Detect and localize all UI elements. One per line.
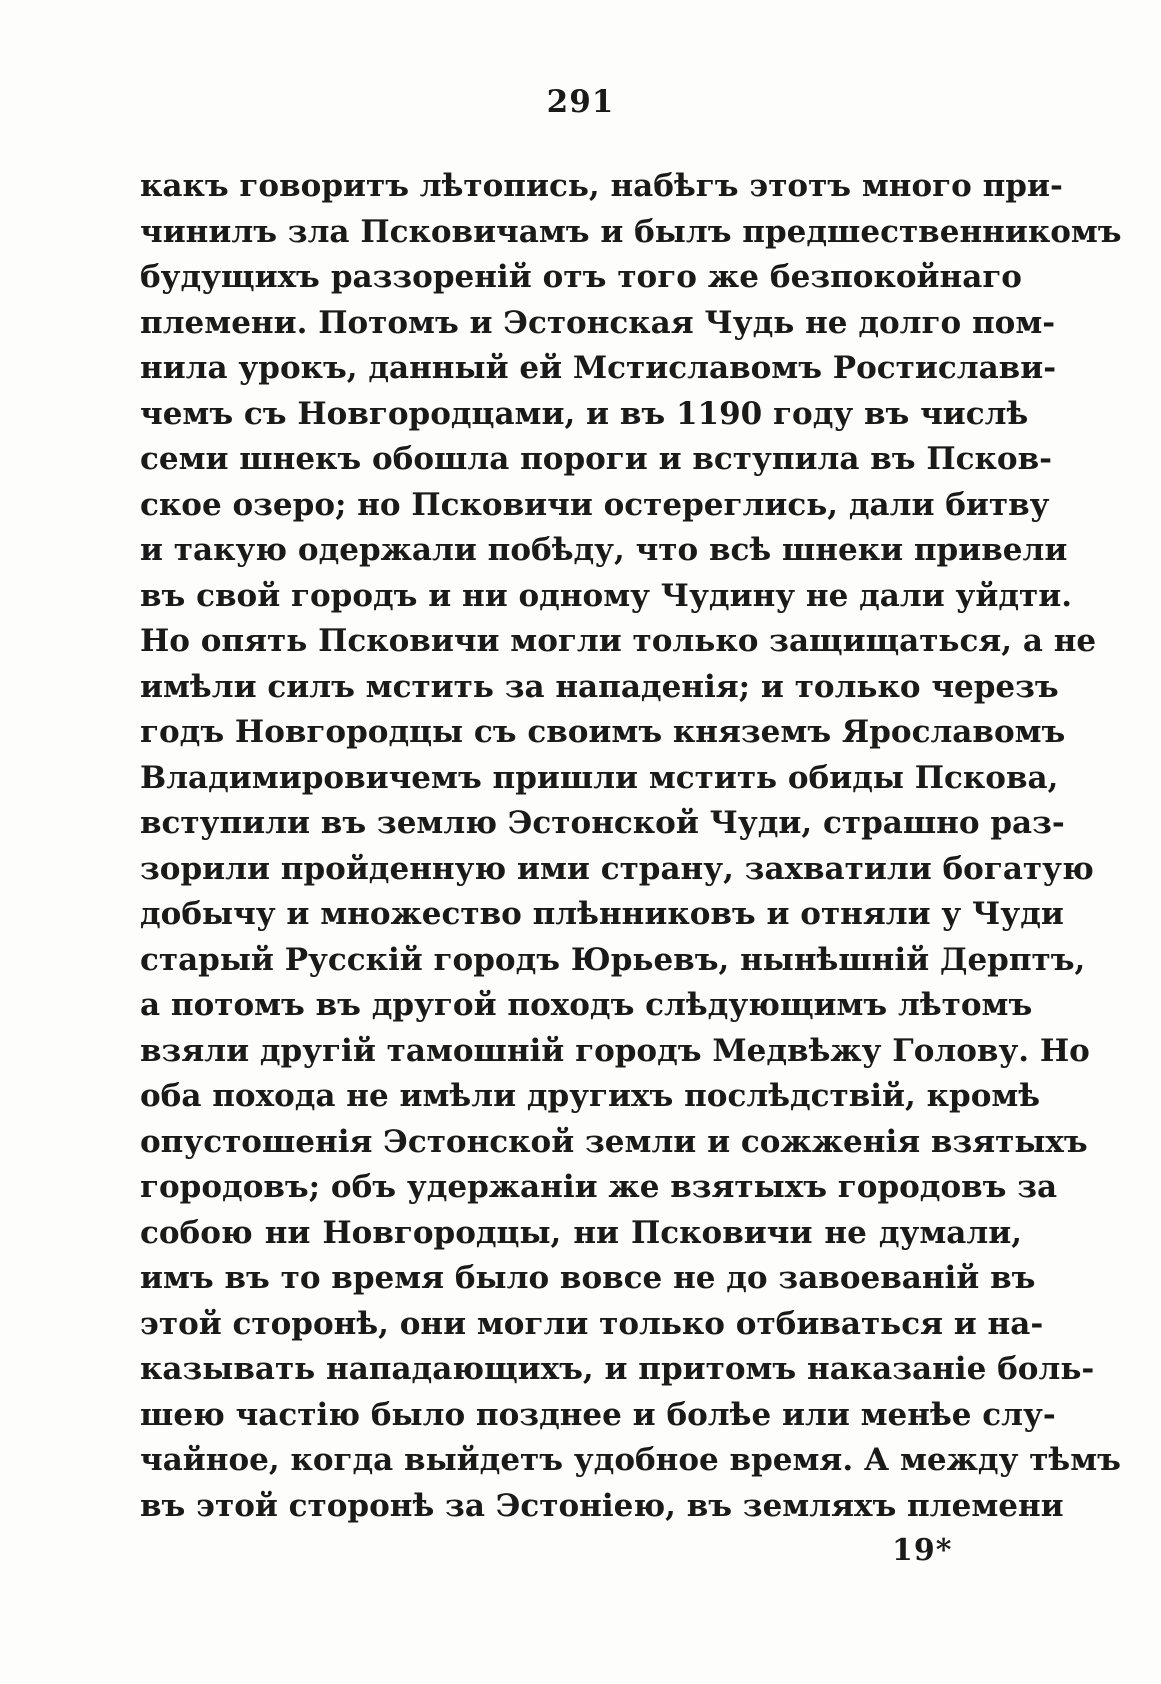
text-line: добычу и множество плѣнниковъ и отняли у Чуди [140, 896, 1064, 932]
text-line: собою ни Новгородцы, ни Псковичи не думали, [140, 1214, 1022, 1251]
text-line: этой сторонѣ, они могли только отбиваться и на- [140, 1305, 1044, 1342]
text-line: а потомъ въ другой походъ слѣдующимъ лѣтомъ [140, 987, 1033, 1023]
page-number: 291 [546, 84, 615, 120]
text-line: Владимировичемъ пришли мстить обиды Пскова, [140, 759, 1059, 796]
text-line: семи шнекъ обошла пороги и вступила въ Псков- [140, 441, 1052, 477]
text-line: годъ Новгородцы съ своимъ княземъ Ярославомъ [140, 714, 1066, 750]
text-line: зорили пройденную ими страну, захватили богатую [140, 850, 1094, 887]
text-line: вступили въ землю Эстонской Чуди, страшно раз- [140, 805, 1065, 841]
text-line: оба похода не имѣли другихъ послѣдствій, кромѣ [140, 1078, 1041, 1114]
text-line: взяли другій тамошній городъ Медвѣжу Голову. Но [140, 1032, 1090, 1069]
text-line: имѣли силъ мстить за нападенія; и только черезъ [140, 668, 1059, 705]
text-line: нила урокъ, данный ей Мстиславомъ Ростислави- [140, 350, 1057, 386]
text-line: шею частію было позднее и болѣе или менѣе слу- [140, 1396, 1056, 1433]
text-line: будущихъ раззореній отъ того же безпокойнаго [140, 259, 1022, 295]
text-line: имъ въ то время было вовсе не до завоеваній въ [140, 1260, 1036, 1296]
text-line: какъ говоритъ лѣтопись, набѣгъ этотъ много при- [140, 168, 1063, 204]
text-line: въ этой сторонѣ за Эстоніею, въ земляхъ племени [140, 1487, 1064, 1524]
text-line: чинилъ зла Псковичамъ и былъ предшественникомъ [140, 213, 1122, 250]
text-line: Но опять Псковичи могли только защищаться, а не [140, 623, 1097, 659]
signature-mark: 19* [892, 1533, 953, 1568]
text-line: опустошенія Эстонской земли и сожженія взятыхъ [140, 1123, 1088, 1160]
body-text [140, 164, 1122, 1529]
text-line: ское озеро; но Псковичи остереглись, дали битву [140, 486, 1050, 523]
text-line: старый Русскій городъ Юрьевъ, нынѣшній Дерптъ, [140, 941, 1086, 978]
text-line: племени. Потомъ и Эстонская Чудь не долго пом- [140, 304, 1056, 341]
text-line: и такую одержали побѣду, что всѣ шнеки привели [140, 532, 1068, 568]
text-line: казывать нападающихъ, и притомъ наказаніе боль- [140, 1351, 1095, 1387]
text-line: чемъ съ Новгородцами, и въ 1190 году въ числѣ [140, 395, 1029, 432]
text-line: городовъ; объ удержаніи же взятыхъ городовъ за [140, 1169, 1058, 1205]
text-line: чайное, когда выйдетъ удобное время. А между тѣмъ [140, 1442, 1121, 1478]
text-line: въ свой городъ и ни одному Чудину не дали уйдти. [140, 577, 1072, 614]
